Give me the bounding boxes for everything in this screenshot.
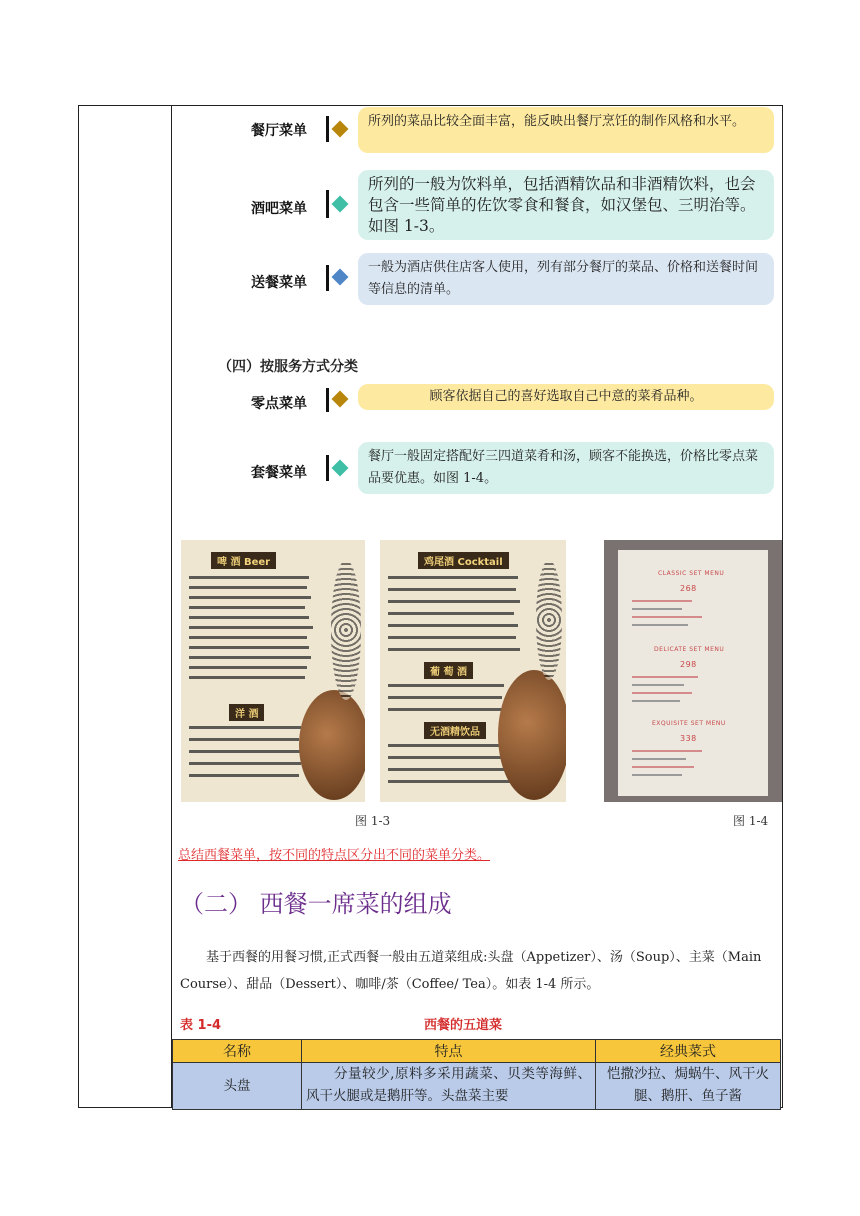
menu-text-line xyxy=(388,600,520,603)
menu-text-line xyxy=(189,726,301,729)
menu-text-line xyxy=(388,684,504,687)
menu-type-description: 所列的菜品比较全面丰富，能反映出餐厅烹饪的制作风格和水平。 xyxy=(358,107,774,153)
beer-menu-title: 啤 酒 Beer xyxy=(211,552,276,569)
set-menu-item xyxy=(632,608,682,610)
header-cell-feature: 特点 xyxy=(302,1040,596,1063)
menu-type-label: 套餐菜单 xyxy=(251,465,307,481)
cocktail-menu-image xyxy=(380,540,566,802)
menu-text-line xyxy=(189,738,299,741)
menu-text-line xyxy=(388,636,516,639)
frame-column-divider xyxy=(171,105,172,1108)
five-courses-table xyxy=(172,1039,781,1110)
beer-menu-image xyxy=(181,540,365,802)
set-menu-item xyxy=(632,684,684,686)
cell-name: 头盘 xyxy=(173,1063,302,1110)
liquor-title: 洋 酒 xyxy=(229,704,264,721)
marker-bar xyxy=(326,388,329,412)
set-menu-item xyxy=(632,774,682,776)
header-cell-classic: 经典菜式 xyxy=(596,1040,781,1063)
menu-text-line xyxy=(388,756,514,759)
guitar-decoration xyxy=(498,670,566,800)
menu-text-line xyxy=(189,606,305,609)
marker-bar xyxy=(326,265,329,291)
table-caption-number: 表 1-4 xyxy=(180,1018,222,1033)
menu-type-label: 酒吧菜单 xyxy=(251,201,307,217)
wine-title: 葡 萄 酒 xyxy=(424,662,473,679)
menu-text-line xyxy=(388,708,506,711)
section-4-heading: （四）按服务方式分类 xyxy=(218,359,358,375)
menu-text-line xyxy=(189,636,307,639)
menu-type-label: 零点菜单 xyxy=(251,396,307,412)
menu-text-line xyxy=(388,780,516,783)
set-menu-price: 298 xyxy=(680,660,697,669)
menu-text-line xyxy=(388,576,518,579)
set-menu-title: EXQUISITE SET MENU xyxy=(652,720,726,727)
marker-bar xyxy=(326,455,329,481)
menu-text-line xyxy=(189,596,311,599)
menu-type-description: 一般为酒店供住店客人使用，列有部分餐厅的菜品、价格和送餐时间等信息的清单。 xyxy=(358,253,774,305)
menu-text-line xyxy=(388,768,512,771)
menu-type-label: 餐厅菜单 xyxy=(251,123,307,139)
set-menu-title: CLASSIC SET MENU xyxy=(658,570,725,577)
set-menu-price: 338 xyxy=(680,734,697,743)
menu-text-line xyxy=(388,744,516,747)
soft-drinks-title: 无酒精饮品 xyxy=(424,722,486,739)
menu-text-line xyxy=(189,774,299,777)
menu-text-line xyxy=(388,648,520,651)
set-menu-item xyxy=(632,676,698,678)
menu-text-line xyxy=(189,750,303,753)
figure-caption-1-3: 图 1-3 xyxy=(355,814,391,828)
set-menu-item xyxy=(632,624,688,626)
table-row xyxy=(173,1063,781,1110)
menu-text-line xyxy=(189,646,309,649)
menu-text-line xyxy=(388,624,518,627)
summary-note: 总结西餐菜单，按不同的特点区分出不同的菜单分类。 xyxy=(178,848,491,863)
frame-top-border xyxy=(79,105,782,106)
cocktail-menu-title: 鸡尾酒 Cocktail xyxy=(418,552,509,569)
menu-type-label: 送餐菜单 xyxy=(251,275,307,291)
marker-bar xyxy=(326,190,329,218)
section-heading: （二） 西餐一席菜的组成 xyxy=(180,890,452,918)
table-caption-title: 西餐的五道菜 xyxy=(424,1018,503,1033)
set-menu-title: DELICATE SET MENU xyxy=(654,646,725,653)
figure-caption-1-4: 图 1-4 xyxy=(733,814,769,828)
set-menu-item xyxy=(632,692,692,694)
menu-type-description: 顾客依据自己的喜好选取自己中意的菜肴品种。 xyxy=(358,384,774,410)
menu-text-line xyxy=(189,576,309,579)
body-paragraph: 基于西餐的用餐习惯,正式西餐一般由五道菜组成:头盘（Appetizer）、汤（Soup）、主菜（Main Course）、甜品（Dessert）、咖啡/茶（Coffee/ Tea）。如表 1-4 所示。 xyxy=(180,950,762,992)
menu-type-description: 餐厅一般固定搭配好三四道菜肴和汤，顾客不能换选，价格比零点菜品要优惠。如图 1-4。 xyxy=(358,442,774,494)
menu-text-line xyxy=(189,616,309,619)
cell-classic: 恺撒沙拉、焗蜗牛、风干火腿、鹅肝、鱼子酱 xyxy=(596,1063,781,1110)
menu-text-line xyxy=(388,588,516,591)
menu-text-line xyxy=(189,656,311,659)
menu-text-line xyxy=(189,586,307,589)
marker-bar xyxy=(326,116,329,142)
cell-feature: 分量较少,原料多采用蔬菜、贝类等海鲜、风干火腿或是鹅肝等。头盘菜主要 xyxy=(302,1063,596,1110)
menu-text-line xyxy=(189,626,313,629)
hex-pattern-decoration xyxy=(331,560,361,700)
set-menu-item xyxy=(632,700,680,702)
menu-text-line xyxy=(189,676,305,679)
menu-type-description: 所列的一般为饮料单，包括酒精饮品和非酒精饮料，也会包含一些简单的佐饮零食和餐食，如汉堡包、三明治等。如图 1-3。 xyxy=(358,170,774,240)
set-menu-item xyxy=(632,750,702,752)
menu-text-line xyxy=(388,612,514,615)
menu-text-line xyxy=(189,762,301,765)
header-cell-name: 名称 xyxy=(173,1040,302,1063)
menu-text-line xyxy=(388,696,502,699)
guitar-decoration xyxy=(299,690,365,800)
set-menu-item xyxy=(632,758,686,760)
set-menu-price: 268 xyxy=(680,584,697,593)
hex-pattern-decoration xyxy=(536,560,562,680)
set-menu-photo xyxy=(604,540,782,802)
set-menu-item xyxy=(632,600,692,602)
table-header-row xyxy=(173,1040,781,1063)
menu-text-line xyxy=(189,666,307,669)
set-menu-item xyxy=(632,616,702,618)
set-menu-item xyxy=(632,766,694,768)
set-menu-card xyxy=(618,550,768,796)
